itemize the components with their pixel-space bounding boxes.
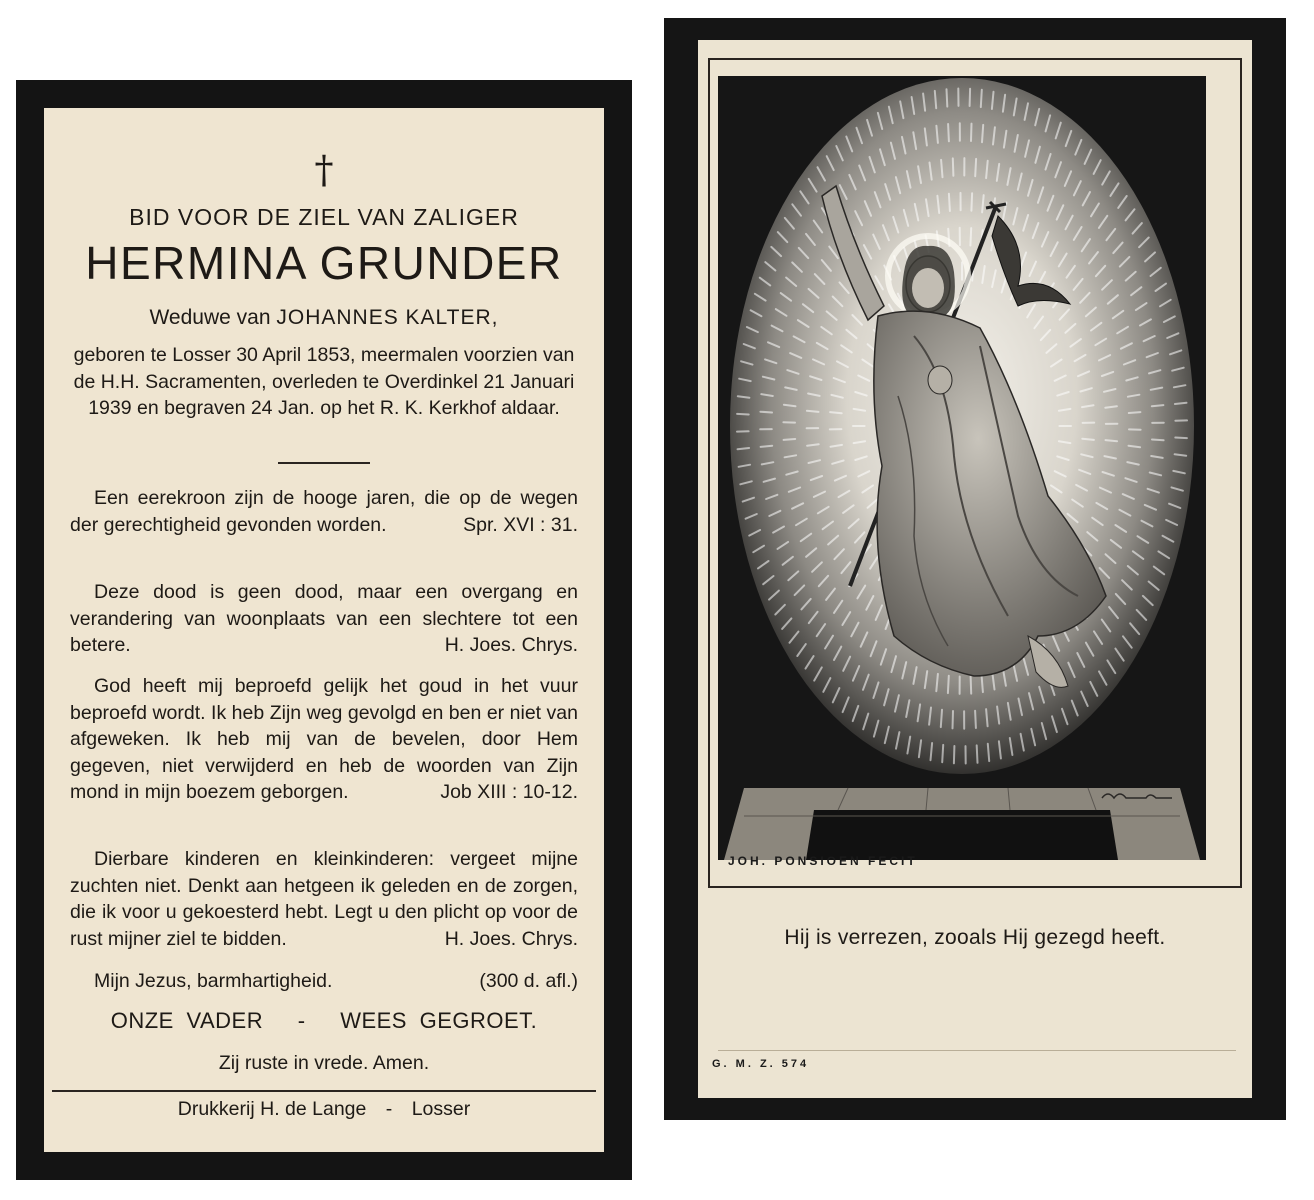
light-ray: [977, 745, 978, 762]
light-ray: [760, 412, 772, 413]
printer-city: Losser: [411, 1098, 471, 1120]
widow-prefix: Weduwe van: [149, 306, 271, 329]
resurrection-image: [718, 76, 1206, 860]
resurrection-illustration: [718, 76, 1206, 860]
light-ray: [971, 676, 972, 693]
light-ray: [981, 90, 982, 107]
memorial-card-image: [664, 18, 1286, 1120]
prayer-our-father: ONZE VADER: [110, 1008, 264, 1033]
verse: [70, 846, 578, 952]
light-ray: [942, 745, 943, 762]
verse: [70, 673, 578, 806]
verse-text: God heeft mij beproefd gelijk het goud in het vuur beproefd wordt. Ik heb Zijn weg gevolgd en ben er niet van afgeweken. Ik heb mij van de bevelen, door Hem gegeven, niet verwijderd en heb de woorden van Zijn mond in mijn boezem geborgen.: [70, 675, 578, 803]
light-ray: [975, 159, 976, 176]
light-ray: [1152, 405, 1164, 406]
light-ray: [1175, 403, 1187, 404]
light-ray: [1129, 446, 1141, 447]
divider: [52, 1090, 596, 1092]
light-ray: [784, 405, 796, 406]
light-ray: [954, 746, 955, 763]
light-ray: [971, 193, 972, 210]
verse-citation: H. Joes. Chrys.: [444, 927, 578, 950]
artist-caption: JOH. PONSIOEN FECIT: [728, 854, 918, 868]
light-ray: [949, 194, 950, 211]
light-ray: [784, 439, 796, 440]
pray-line: BID VOOR DE ZIEL VAN ZALIGER: [129, 204, 519, 230]
verse-citation: Spr. XVI : 31.: [463, 513, 578, 536]
light-ray: [953, 711, 954, 728]
light-ray: [971, 124, 972, 141]
verse-text: Deze dood is geen dood, maar een overgang en verandering van woonplaats van een slechtere tot een betere.: [70, 581, 578, 656]
memorial-card-text: [16, 80, 632, 1180]
light-ray: [1129, 412, 1141, 413]
cross-icon: †: [314, 148, 334, 192]
divider: [278, 462, 370, 464]
publisher-code: G. M. Z. 574: [712, 1058, 810, 1070]
light-ray: [970, 228, 971, 245]
light-ray: [970, 89, 971, 106]
light-ray: [807, 411, 819, 412]
light-ray: [1152, 440, 1164, 441]
husband-name: JOHANNES KALTER,: [276, 306, 499, 329]
verse-citation: H. Joes. Chrys.: [444, 634, 578, 656]
light-ray: [947, 89, 948, 106]
card-paper: [44, 108, 604, 1152]
prayer-hail-mary: WEES GEGROET.: [340, 1008, 538, 1033]
light-ray: [761, 446, 773, 447]
deceased-name: HERMINA GRUNDER: [85, 237, 563, 289]
light-ray: [830, 412, 842, 413]
printer-separator: -: [385, 1098, 393, 1120]
indulgence-note: (300 d. afl.): [479, 970, 578, 992]
light-ray: [948, 676, 949, 693]
light-ray: [982, 125, 983, 142]
biography: geboren te Losser 30 April 1853, meermalen voorzien van de H.H. Sacramenten, overleden te Overdinkel 21 Januari 1939 en begraven 24 Jan. op het R. K. Kerkhof aldaar.: [73, 344, 575, 419]
verse-citation: Job XIII : 10-12.: [440, 781, 578, 803]
light-ray: [935, 91, 936, 108]
verse: [70, 485, 578, 538]
printer-line: [44, 1098, 604, 1121]
light-ray: [953, 158, 954, 175]
widow-line: [44, 306, 604, 330]
light-ray: [1106, 440, 1118, 441]
light-ray: [941, 710, 942, 727]
verse: [70, 579, 578, 659]
light-ray: [982, 675, 983, 692]
printer-name: Drukkerij H. de Lange: [177, 1098, 367, 1120]
divider: [718, 1050, 1236, 1051]
light-ray: [1175, 438, 1187, 439]
light-ray: [988, 744, 989, 761]
verse-text: Een eerekroon zijn de hooge jaren, die op de wegen der gerechtigheid gevonden worden.: [70, 487, 578, 536]
verse-text: Dierbare kinderen en kleinkinderen: vergeet mijne zuchten niet. Denkt aan hetgeen ik geleden en de zorgen, die ik voor u gekoesterd hebt. Legt u den plicht op voor de rust mijner ziel te bidden.: [70, 848, 578, 950]
indulgence-line: [70, 968, 578, 994]
light-ray: [941, 160, 942, 177]
prayer-separator: -: [297, 1008, 306, 1033]
motto: Hij is verrezen, zooals Hij gezegd heeft.: [784, 926, 1166, 949]
card-paper: [698, 40, 1252, 1098]
light-ray: [737, 414, 749, 415]
light-ray: [1082, 439, 1094, 440]
indulgence-prayer: Mijn Jezus, barmhartigheid.: [94, 970, 333, 992]
light-ray: [948, 124, 949, 141]
prayers-line: [70, 1008, 578, 1034]
rest-in-peace: Zij ruste in vrede. Amen.: [218, 1052, 430, 1074]
light-ray: [975, 711, 976, 728]
light-ray: [738, 448, 750, 449]
